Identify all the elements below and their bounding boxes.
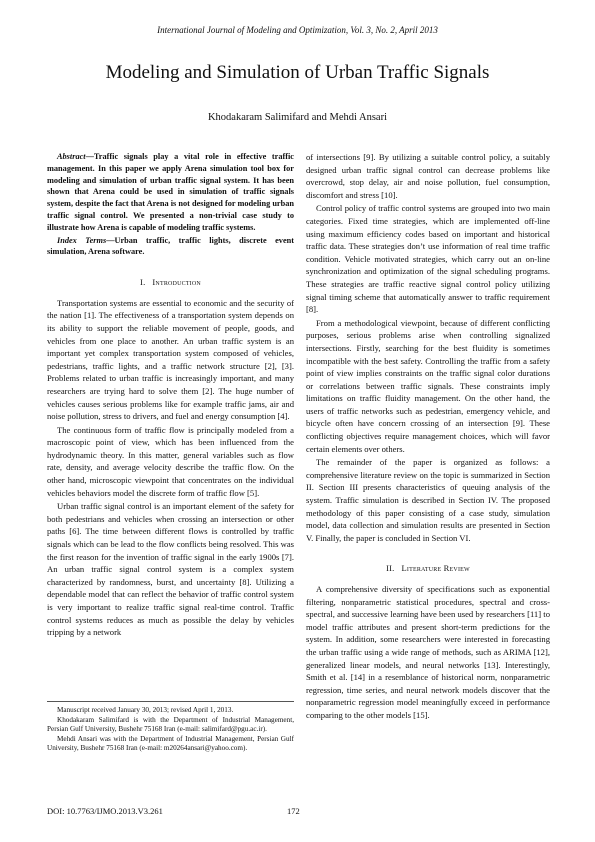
section-heading-literature-review [306, 562, 550, 575]
abstract-lead: Abstract [57, 152, 86, 161]
body-paragraph: Transportation systems are essential to economic and the security of the nation [1]. The effectiveness of a transportation system depends on its ability to support the reliable movement of people, goods, and vehicles from one place to another. An urban traffic system is an important yet complex transportation system composed of vehicles, pedestrians, traffic lights, and a traffic network structure [2], [3]. Problems related to urban traffic is increasingly important, and many researchers are trying hard to solve them [2]. The huge number of vehicles causes serious problems like for example traffic jams, air and noise pollution, stress to drivers, and fuel and energy consumption [4]. [47, 297, 294, 422]
abstract [47, 151, 294, 234]
footnotes [47, 701, 294, 754]
journal-header: International Journal of Modeling and Optimization, Vol. 3, No. 2, April 2013 [157, 25, 438, 35]
section-title: Literature Review [401, 563, 470, 574]
right-column [306, 151, 550, 723]
index-terms-text: —Urban traffic, traffic lights, discrete event simulation, Arena software. [47, 235, 294, 257]
body-paragraph: Control policy of traffic control systems are grouped into two main categories. Fixed time strategies, which are implemented off-line using maximum efficiency codes based on important and historical traffic data. These strategies don’t use information of real time traffic condition. Vehicle motivated strategies, which carry out an on-line synchronization and optimization of the signal scheduling programs. These strategies are traffic reactive signal control policy utilizing signal timing scheme that automatically answer to traffic requirement [8]. [306, 203, 550, 315]
section-number: II. [386, 563, 395, 574]
index-terms [47, 235, 294, 259]
body-paragraph: From a methodological viewpoint, because of different conflicting purposes, serious problems arise when controlling signalized intersections. Firstly, searching for the best fluidity is sometimes incompatible with the best safety. Controlling the traffic from a safety point of view implies constraints on the traffic signal color durations or correlations between traffic signals. These constraints imply limitations on traffic fluidity management. On the other hand, the users of traffic networks such as pedestrian, emergency vehicle, and bicycle often have concern crossing of an intersection [9]. These conflicting objectives require management choices, which will favor certain elements over others. [306, 317, 550, 454]
body-paragraph: of intersections [9]. By utilizing a suitable control policy, a suitably designed urban traffic signal control can decrease problems like overcrowd, stop delay, air and noise pollution, fuel consumption, discomfort and stress [10]. [306, 152, 550, 200]
body-paragraph: The remainder of the paper is organized as follows: a comprehensive literature review on the topic is summarized in Section II. Section III presents characteristics of queuing analysis of the system. Traffic simulation is described in Section IV. The proposed methodology of this paper consisting of a case study, simulation model, data collection and simulation results are presented in Section V. Finally, the paper is concluded in Section VI. [306, 457, 550, 543]
section-heading-introduction [47, 276, 294, 289]
section-number: I. [140, 277, 146, 288]
abstract-text: —Traffic signals play a vital role in effective traffic management. In this paper we apply Arena simulation tool box for modeling and simulation of urban traffic signal system. It has been shown that Arena could be used in simulation of traffic signals system, despite the fact that Arena is not designed for modeling urban traffic signal control. We presented a non-trivial case study to illustrate how Arena is capable of modeling traffic systems. [47, 152, 294, 232]
paper-title: Modeling and Simulation of Urban Traffic Signals [105, 62, 490, 83]
index-terms-lead: Index Terms [57, 235, 107, 245]
paper-authors: Khodakaram Salimifard and Mehdi Ansari [207, 112, 388, 123]
left-column [47, 151, 294, 640]
body-paragraph: A comprehensive diversity of specifications such as exponential filtering, nonparametric statistical procedures, spectral and cross-spectral, and successive learning have been used by researchers [11] to model traffic attributes and present short-term predictions for the system. In addition, some researchers were interested in forecasting the urban traffic using a wide range of methods, such as ARIMA [12], generalized linear models, and neural networks [13]. Interestingly, Smith et al. [14] in a resemblance of historical norm, nonparametric regression, time series, and neural network models discover that the nonparametric regression model meaningfully exceed in performance comparing to the other models [15]. [306, 584, 550, 720]
section-title: Introduction [152, 277, 201, 288]
body-paragraph: The continuous form of traffic flow is principally modeled from a macroscopic point of view, which has been influenced from the hydrodynamic theory. In this matter, general variables such as flow rate, density, and average velocity describe the traffic flow. On the other hand, microscopic viewpoint that concentrates on the individual vehicles behaviors model the discrete form of traffic flow [5]. [47, 424, 294, 498]
body-paragraph: Urban traffic signal control is an important element of the safety for both pedestrians and vehicles when crossing an intersection or other paths [6]. The time between different flows is controlled by traffic signals which can be lead to the flow conflicts being resolved. This was the first reason for the invention of traffic signal in the early 1900s [7]. An urban traffic signal control system is a complex system characterized by randomness, burst, and uncertainty [8]. Utilizing a dependable model that can reflect the behavior of traffic control system is very important to realize traffic signal real-time control. Traffic control systems reduces as much as possible the delay by vehicles tripping by a network [47, 501, 294, 638]
page-number: 172 [287, 806, 300, 816]
footnote: Mehdi Ansari was with the Department of Industrial Management, Persian Gulf University, Bushehr 75168 Iran (e-mail: m20264ansari@yahoo.com). [47, 734, 294, 753]
doi: DOI: 10.7763/IJMO.2013.V3.261 [47, 806, 163, 816]
footnote: Manuscript received January 30, 2013; revised April 1, 2013. [57, 706, 234, 714]
footnote: Khodakaram Salimifard is with the Department of Industrial Management, Persian Gulf University, Bushehr 75168 Iran (e-mail: salimifard@pgu.ac.ir). [47, 715, 294, 734]
